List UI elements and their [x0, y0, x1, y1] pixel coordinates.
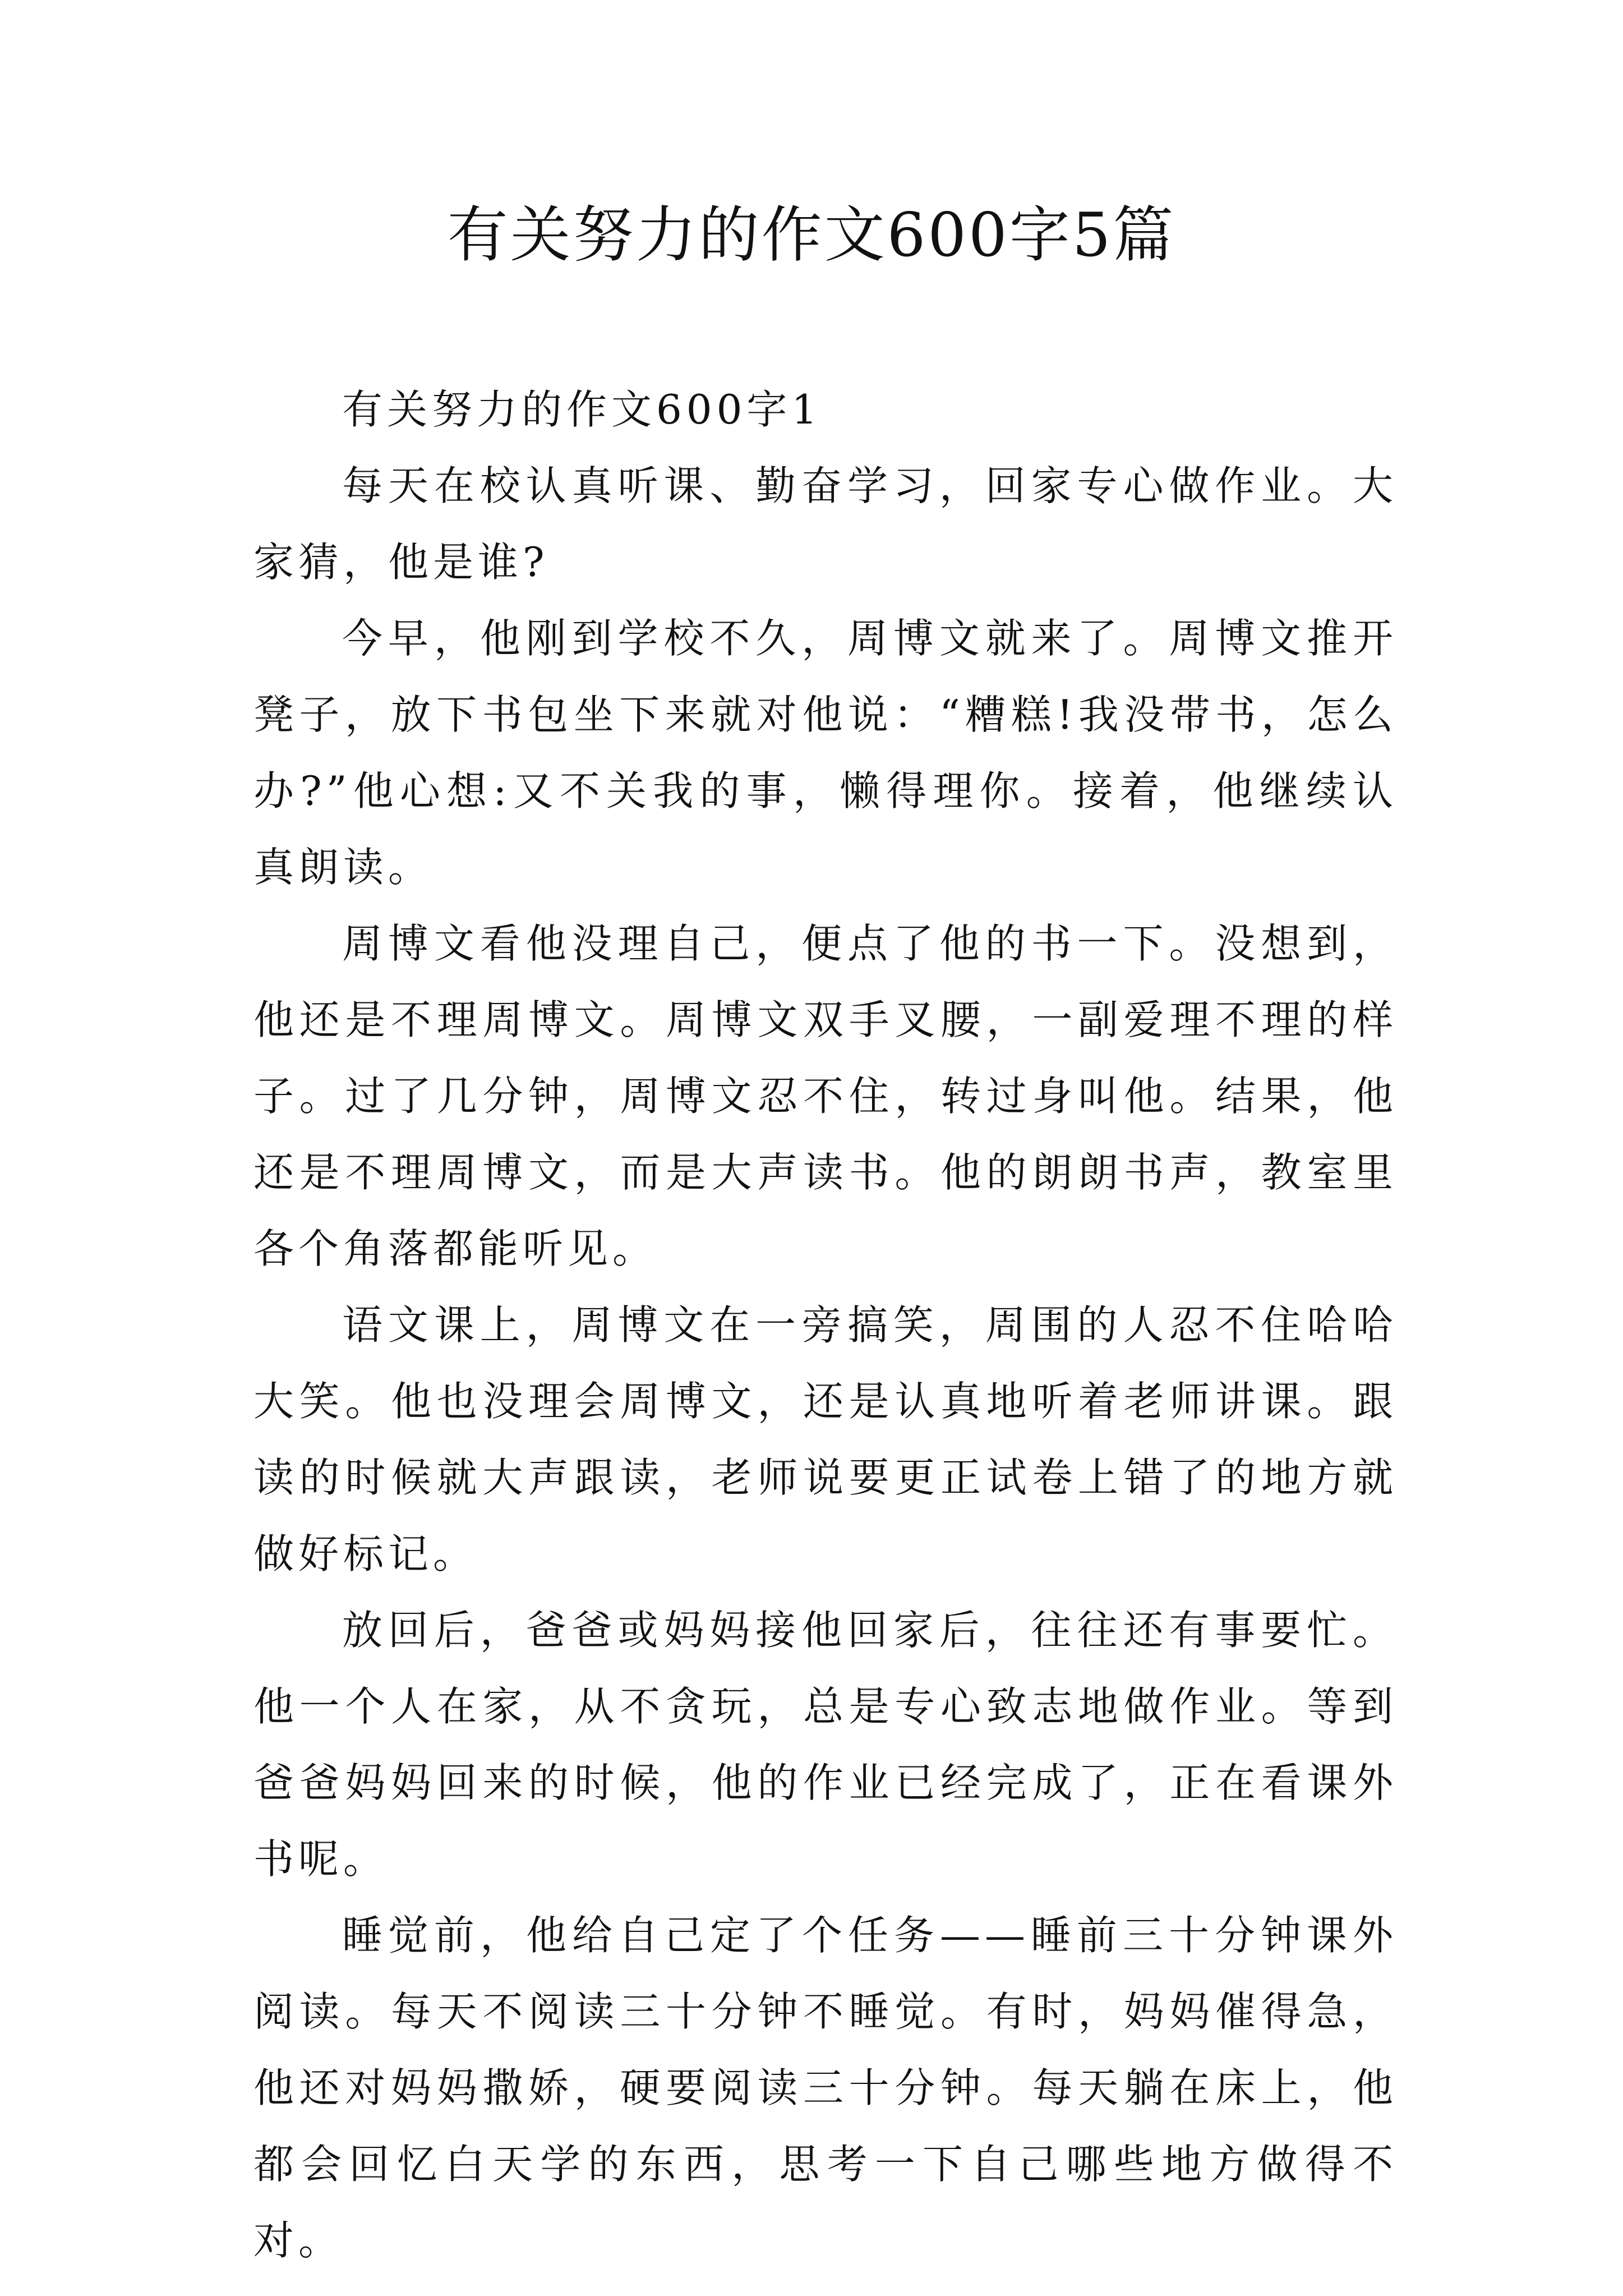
- paragraph: 今早，他刚到学校不久，周博文就来了。周博文推开凳子，放下书包坐下来就对他说：“糟糕!我没带书，怎么办?”他心想:又不关我的事，懒得理你。接着，他继续认真朗读。: [253, 615, 1398, 891]
- document-title: 有关努力的作文600字5篇: [447, 200, 1176, 270]
- paragraph: 每天在校认真听课、勤奋学习，回家专心做作业。大家猜，他是谁?: [253, 462, 1398, 586]
- section-heading: 有关努力的作文600字1: [342, 386, 822, 433]
- paragraph: 放回后，爸爸或妈妈接他回家后，往往还有事要忙。他一个人在家，从不贪玩，总是专心致志地做作业。等到爸爸妈妈回来的时候，他的作业已经完成了，正在看课外书呢。: [253, 1607, 1398, 1883]
- paragraph: 语文课上，周博文在一旁搞笑，周围的人忍不住哈哈大笑。他也没理会周博文，还是认真地听着老师讲课。跟读的时候就大声跟读，老师说要更正试卷上错了的地方就做好标记。: [253, 1301, 1398, 1577]
- paragraph: 周博文看他没理自己，便点了他的书一下。没想到，他还是不理周博文。周博文双手叉腰，一副爱理不理的样子。过了几分钟，周博文忍不住，转过身叫他。结果，他还是不理周博文，而是大声读书。他的朗朗书声，教室里各个角落都能听见。: [253, 920, 1398, 1272]
- document-body: [253, 371, 1398, 2279]
- paragraph: 睡觉前，他给自己定了个任务——睡前三十分钟课外阅读。每天不阅读三十分钟不睡觉。有时，妈妈催得急，他还对妈妈撒娇，硬要阅读三十分钟。每天躺在床上，他都会回忆白天学的东西，思考一下自己哪些地方做得不对。: [253, 1912, 1398, 2264]
